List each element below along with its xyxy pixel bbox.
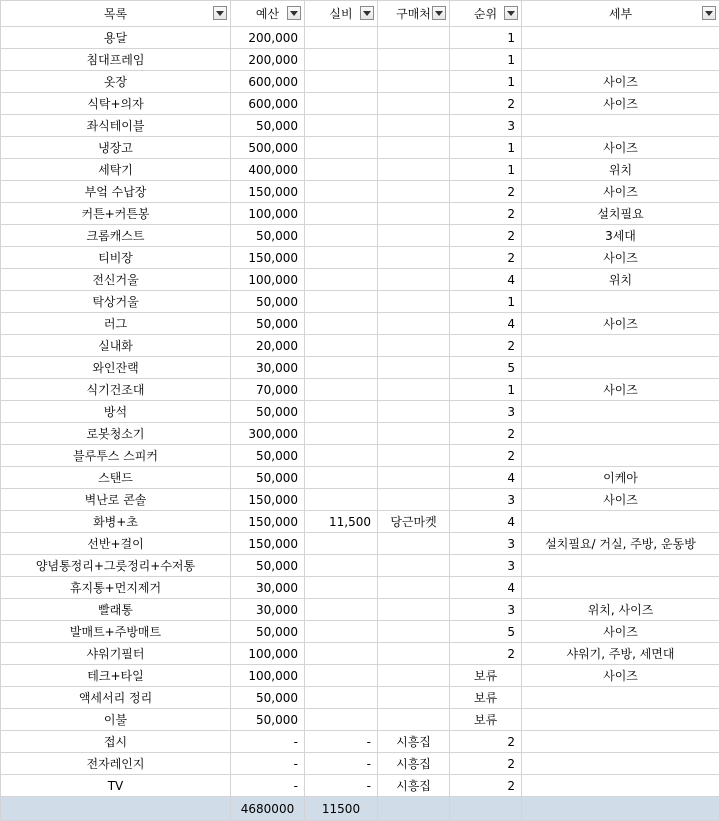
cell-detail[interactable]: [522, 687, 719, 709]
cell-actual[interactable]: [305, 93, 378, 115]
cell-actual[interactable]: [305, 401, 378, 423]
cell-actual[interactable]: [305, 687, 378, 709]
cell-actual[interactable]: [305, 423, 378, 445]
header-store[interactable]: [378, 1, 450, 27]
cell-rank[interactable]: 2: [450, 93, 522, 115]
cell-detail[interactable]: 위치: [522, 159, 719, 181]
header-label-budget: 예산: [256, 5, 279, 22]
cell-store[interactable]: [378, 555, 450, 577]
cell-actual[interactable]: [305, 269, 378, 291]
table-row: [1, 379, 719, 401]
cell-budget[interactable]: -: [231, 753, 305, 775]
cell-budget[interactable]: 30,000: [231, 577, 305, 599]
cell-item[interactable]: 테크+타일: [1, 665, 231, 687]
cell-actual[interactable]: -: [305, 753, 378, 775]
cell-store[interactable]: [378, 379, 450, 401]
cell-store[interactable]: [378, 181, 450, 203]
table-row: [1, 555, 719, 577]
cell-item[interactable]: 식기건조대: [1, 379, 231, 401]
table-row: [1, 401, 719, 423]
cell-item[interactable]: 용달: [1, 27, 231, 49]
table-row: [1, 621, 719, 643]
table-row: [1, 225, 719, 247]
cell-store[interactable]: [378, 225, 450, 247]
cell-item[interactable]: 발매트+주방매트: [1, 621, 231, 643]
cell-detail[interactable]: [522, 511, 719, 533]
cell-detail[interactable]: 설치필요: [522, 203, 719, 225]
cell-detail[interactable]: 사이즈: [522, 621, 719, 643]
cell-detail[interactable]: [522, 401, 719, 423]
cell-item[interactable]: 세탁기: [1, 159, 231, 181]
cell-budget[interactable]: 400,000: [231, 159, 305, 181]
cell-item[interactable]: 빨래통: [1, 599, 231, 621]
cell-budget[interactable]: 150,000: [231, 511, 305, 533]
cell-item[interactable]: 옷장: [1, 71, 231, 93]
cell-store[interactable]: [378, 445, 450, 467]
table-row: [1, 599, 719, 621]
cell-store[interactable]: [378, 489, 450, 511]
total-cell-detail[interactable]: [522, 797, 719, 821]
table-row: [1, 247, 719, 269]
cell-actual[interactable]: [305, 665, 378, 687]
cell-store[interactable]: [378, 71, 450, 93]
cell-item[interactable]: 러그: [1, 313, 231, 335]
cell-rank[interactable]: 2: [450, 335, 522, 357]
cell-budget[interactable]: 50,000: [231, 313, 305, 335]
cell-store[interactable]: [378, 577, 450, 599]
table-row: [1, 423, 719, 445]
cell-store[interactable]: [378, 467, 450, 489]
table-row: [1, 511, 719, 533]
cell-budget[interactable]: 50,000: [231, 687, 305, 709]
cell-rank[interactable]: 3: [450, 115, 522, 137]
cell-rank[interactable]: 2: [450, 643, 522, 665]
cell-detail[interactable]: [522, 753, 719, 775]
cell-actual[interactable]: [305, 709, 378, 731]
cell-detail[interactable]: 이케아: [522, 467, 719, 489]
cell-rank[interactable]: 1: [450, 379, 522, 401]
cell-item[interactable]: 침대프레임: [1, 49, 231, 71]
cell-detail[interactable]: [522, 335, 719, 357]
header-label-store: 구매처: [396, 5, 431, 22]
cell-rank[interactable]: 보류: [450, 665, 522, 687]
cell-store[interactable]: [378, 159, 450, 181]
cell-item[interactable]: 크롬캐스트: [1, 225, 231, 247]
cell-detail[interactable]: 사이즈: [522, 181, 719, 203]
cell-store[interactable]: 시흥집: [378, 753, 450, 775]
cell-rank[interactable]: 2: [450, 775, 522, 797]
filter-dropdown-icon[interactable]: [432, 6, 446, 20]
cell-store[interactable]: [378, 643, 450, 665]
cell-budget[interactable]: 600,000: [231, 71, 305, 93]
cell-rank[interactable]: 5: [450, 357, 522, 379]
cell-item[interactable]: 커튼+커튼봉: [1, 203, 231, 225]
cell-budget[interactable]: 100,000: [231, 643, 305, 665]
table-row: [1, 665, 719, 687]
header-actual[interactable]: [305, 1, 378, 27]
table-row: [1, 203, 719, 225]
cell-store[interactable]: [378, 93, 450, 115]
cell-budget[interactable]: 50,000: [231, 709, 305, 731]
cell-store[interactable]: [378, 533, 450, 555]
filter-dropdown-icon[interactable]: [360, 6, 374, 20]
header-item[interactable]: [1, 1, 231, 27]
cell-item[interactable]: 스탠드: [1, 467, 231, 489]
header-label-actual: 실비: [329, 5, 352, 22]
table-row: [1, 93, 719, 115]
cell-budget[interactable]: 20,000: [231, 335, 305, 357]
cell-rank[interactable]: 2: [450, 445, 522, 467]
cell-detail[interactable]: [522, 775, 719, 797]
cell-store[interactable]: [378, 599, 450, 621]
header-label-detail: 세부: [609, 5, 632, 22]
table-row: [1, 115, 719, 137]
cell-rank[interactable]: 4: [450, 511, 522, 533]
cell-actual[interactable]: [305, 225, 378, 247]
total-budget-cell[interactable]: 4680000: [231, 797, 305, 821]
cell-detail[interactable]: [522, 423, 719, 445]
cell-store[interactable]: [378, 291, 450, 313]
cell-item[interactable]: 방석: [1, 401, 231, 423]
cell-actual[interactable]: [305, 247, 378, 269]
cell-item[interactable]: 이불: [1, 709, 231, 731]
cell-detail[interactable]: 사이즈: [522, 137, 719, 159]
cell-actual[interactable]: 11,500: [305, 511, 378, 533]
cell-store[interactable]: [378, 27, 450, 49]
cell-rank[interactable]: 3: [450, 555, 522, 577]
cell-item[interactable]: 좌식테이블: [1, 115, 231, 137]
cell-actual[interactable]: [305, 27, 378, 49]
cell-budget[interactable]: -: [231, 775, 305, 797]
cell-rank[interactable]: 3: [450, 401, 522, 423]
table-row: [1, 709, 719, 731]
cell-actual[interactable]: [305, 599, 378, 621]
cell-actual[interactable]: [305, 181, 378, 203]
cell-budget[interactable]: 50,000: [231, 225, 305, 247]
cell-budget[interactable]: 30,000: [231, 599, 305, 621]
cell-rank[interactable]: 4: [450, 269, 522, 291]
table-row: [1, 533, 719, 555]
cell-rank[interactable]: 4: [450, 313, 522, 335]
table-row: [1, 687, 719, 709]
cell-actual[interactable]: [305, 137, 378, 159]
cell-detail[interactable]: 사이즈: [522, 93, 719, 115]
total-cell-store[interactable]: [378, 797, 450, 821]
cell-item[interactable]: 샤워기필터: [1, 643, 231, 665]
cell-budget[interactable]: 50,000: [231, 445, 305, 467]
cell-detail[interactable]: 사이즈: [522, 313, 719, 335]
cell-actual[interactable]: [305, 555, 378, 577]
cell-budget[interactable]: 150,000: [231, 533, 305, 555]
cell-item[interactable]: 식탁+의자: [1, 93, 231, 115]
cell-detail[interactable]: 사이즈: [522, 489, 719, 511]
cell-budget[interactable]: 50,000: [231, 621, 305, 643]
cell-item[interactable]: 와인잔랙: [1, 357, 231, 379]
cell-rank[interactable]: 보류: [450, 709, 522, 731]
cell-detail[interactable]: [522, 731, 719, 753]
total-row: [1, 797, 719, 821]
header-budget[interactable]: [231, 1, 305, 27]
cell-actual[interactable]: [305, 643, 378, 665]
header-rank[interactable]: [450, 1, 522, 27]
cell-detail[interactable]: [522, 27, 719, 49]
cell-store[interactable]: [378, 49, 450, 71]
cell-detail[interactable]: 위치: [522, 269, 719, 291]
cell-rank[interactable]: 1: [450, 49, 522, 71]
cell-store[interactable]: [378, 203, 450, 225]
cell-item[interactable]: 전자레인지: [1, 753, 231, 775]
header-row: [1, 1, 719, 27]
cell-budget[interactable]: 150,000: [231, 489, 305, 511]
cell-budget[interactable]: 200,000: [231, 49, 305, 71]
cell-rank[interactable]: 2: [450, 203, 522, 225]
cell-rank[interactable]: 4: [450, 577, 522, 599]
cell-detail[interactable]: 설치필요/ 거실, 주방, 운동방: [522, 533, 719, 555]
cell-actual[interactable]: [305, 159, 378, 181]
total-cell-rank[interactable]: [450, 797, 522, 821]
cell-budget[interactable]: -: [231, 731, 305, 753]
cell-rank[interactable]: 4: [450, 467, 522, 489]
header-label-rank: 순위: [474, 5, 497, 22]
cell-item[interactable]: 부엌 수납장: [1, 181, 231, 203]
cell-rank[interactable]: 2: [450, 181, 522, 203]
cell-actual[interactable]: [305, 313, 378, 335]
cell-item[interactable]: 탁상거울: [1, 291, 231, 313]
cell-budget[interactable]: 600,000: [231, 93, 305, 115]
cell-item[interactable]: 로봇청소기: [1, 423, 231, 445]
table-row: [1, 71, 719, 93]
cell-store[interactable]: [378, 357, 450, 379]
cell-rank[interactable]: 보류: [450, 687, 522, 709]
cell-actual[interactable]: [305, 533, 378, 555]
cell-store[interactable]: 당근마켓: [378, 511, 450, 533]
table-row: [1, 49, 719, 71]
table-row: [1, 313, 719, 335]
cell-rank[interactable]: 3: [450, 599, 522, 621]
cell-item[interactable]: TV: [1, 775, 231, 797]
cell-detail[interactable]: [522, 577, 719, 599]
cell-actual[interactable]: [305, 291, 378, 313]
cell-actual[interactable]: [305, 489, 378, 511]
cell-budget[interactable]: 150,000: [231, 181, 305, 203]
cell-store[interactable]: [378, 115, 450, 137]
cell-item[interactable]: 접시: [1, 731, 231, 753]
cell-store[interactable]: [378, 621, 450, 643]
table-row: [1, 335, 719, 357]
cell-store[interactable]: [378, 423, 450, 445]
cell-detail[interactable]: [522, 115, 719, 137]
cell-budget[interactable]: 200,000: [231, 27, 305, 49]
cell-budget[interactable]: 30,000: [231, 357, 305, 379]
cell-item[interactable]: 휴지통+먼지제거: [1, 577, 231, 599]
cell-actual[interactable]: [305, 115, 378, 137]
cell-item[interactable]: 냉장고: [1, 137, 231, 159]
cell-budget[interactable]: 150,000: [231, 247, 305, 269]
cell-detail[interactable]: 위치, 사이즈: [522, 599, 719, 621]
table-row: [1, 159, 719, 181]
cell-budget[interactable]: 50,000: [231, 467, 305, 489]
cell-budget[interactable]: 300,000: [231, 423, 305, 445]
table-row: [1, 775, 719, 797]
cell-actual[interactable]: -: [305, 731, 378, 753]
filter-dropdown-icon[interactable]: [702, 6, 716, 20]
cell-detail[interactable]: [522, 357, 719, 379]
cell-budget[interactable]: 50,000: [231, 555, 305, 577]
cell-actual[interactable]: [305, 203, 378, 225]
cell-detail[interactable]: [522, 445, 719, 467]
cell-detail[interactable]: 샤워기, 주방, 세면대: [522, 643, 719, 665]
cell-rank[interactable]: 2: [450, 225, 522, 247]
filter-dropdown-icon[interactable]: [504, 6, 518, 20]
cell-detail[interactable]: 사이즈: [522, 379, 719, 401]
cell-store[interactable]: 시흥집: [378, 731, 450, 753]
cell-rank[interactable]: 2: [450, 247, 522, 269]
filter-dropdown-icon[interactable]: [287, 6, 301, 20]
table-row: [1, 489, 719, 511]
cell-actual[interactable]: [305, 71, 378, 93]
cell-budget[interactable]: 100,000: [231, 665, 305, 687]
header-label-item: 목록: [104, 5, 127, 22]
cell-item[interactable]: 티비장: [1, 247, 231, 269]
table-row: [1, 577, 719, 599]
cell-rank[interactable]: 3: [450, 489, 522, 511]
table-row: [1, 27, 719, 49]
cell-item[interactable]: 선반+걸이: [1, 533, 231, 555]
table-row: [1, 357, 719, 379]
cell-item[interactable]: 블루투스 스피커: [1, 445, 231, 467]
cell-budget[interactable]: 50,000: [231, 291, 305, 313]
cell-rank[interactable]: 3: [450, 533, 522, 555]
cell-rank[interactable]: 2: [450, 423, 522, 445]
cell-detail[interactable]: [522, 49, 719, 71]
cell-item[interactable]: 전신거울: [1, 269, 231, 291]
table-row: [1, 753, 719, 775]
cell-actual[interactable]: [305, 49, 378, 71]
total-actual-cell[interactable]: 11500: [305, 797, 378, 821]
cell-rank[interactable]: 1: [450, 291, 522, 313]
table-row: [1, 467, 719, 489]
cell-budget[interactable]: 50,000: [231, 401, 305, 423]
cell-budget[interactable]: 100,000: [231, 203, 305, 225]
cell-item[interactable]: 벽난로 콘솔: [1, 489, 231, 511]
table-row: [1, 269, 719, 291]
cell-actual[interactable]: [305, 335, 378, 357]
cell-actual[interactable]: [305, 621, 378, 643]
cell-store[interactable]: [378, 687, 450, 709]
cell-budget[interactable]: 100,000: [231, 269, 305, 291]
cell-store[interactable]: [378, 709, 450, 731]
cell-rank[interactable]: 1: [450, 71, 522, 93]
cell-budget[interactable]: 500,000: [231, 137, 305, 159]
cell-store[interactable]: [378, 335, 450, 357]
cell-actual[interactable]: [305, 467, 378, 489]
cell-rank[interactable]: 1: [450, 137, 522, 159]
cell-detail[interactable]: [522, 555, 719, 577]
filter-dropdown-icon[interactable]: [213, 6, 227, 20]
cell-store[interactable]: [378, 247, 450, 269]
cell-store[interactable]: [378, 665, 450, 687]
cell-rank[interactable]: 2: [450, 731, 522, 753]
cell-item[interactable]: 액세서리 정리: [1, 687, 231, 709]
cell-actual[interactable]: [305, 379, 378, 401]
cell-item[interactable]: 양념통정리+그릇정리+수저통: [1, 555, 231, 577]
table-row: [1, 137, 719, 159]
cell-detail[interactable]: 사이즈: [522, 247, 719, 269]
cell-rank[interactable]: 1: [450, 27, 522, 49]
cell-detail[interactable]: 3세대: [522, 225, 719, 247]
total-cell-item[interactable]: [1, 797, 231, 821]
cell-store[interactable]: 시흥집: [378, 775, 450, 797]
table-row: [1, 731, 719, 753]
cell-detail[interactable]: 사이즈: [522, 71, 719, 93]
table-row: [1, 445, 719, 467]
cell-store[interactable]: [378, 137, 450, 159]
table-row: [1, 643, 719, 665]
cell-actual[interactable]: [305, 577, 378, 599]
cell-detail[interactable]: 사이즈: [522, 665, 719, 687]
cell-rank[interactable]: 2: [450, 753, 522, 775]
cell-budget[interactable]: 70,000: [231, 379, 305, 401]
cell-item[interactable]: 화병+초: [1, 511, 231, 533]
cell-rank[interactable]: 1: [450, 159, 522, 181]
table-row: [1, 181, 719, 203]
cell-actual[interactable]: [305, 357, 378, 379]
cell-actual[interactable]: [305, 445, 378, 467]
cell-detail[interactable]: [522, 709, 719, 731]
cell-store[interactable]: [378, 269, 450, 291]
cell-rank[interactable]: 5: [450, 621, 522, 643]
cell-store[interactable]: [378, 401, 450, 423]
cell-detail[interactable]: [522, 291, 719, 313]
cell-budget[interactable]: 50,000: [231, 115, 305, 137]
cell-store[interactable]: [378, 313, 450, 335]
cell-actual[interactable]: -: [305, 775, 378, 797]
header-detail[interactable]: [522, 1, 719, 27]
table-row: [1, 291, 719, 313]
cell-item[interactable]: 실내화: [1, 335, 231, 357]
